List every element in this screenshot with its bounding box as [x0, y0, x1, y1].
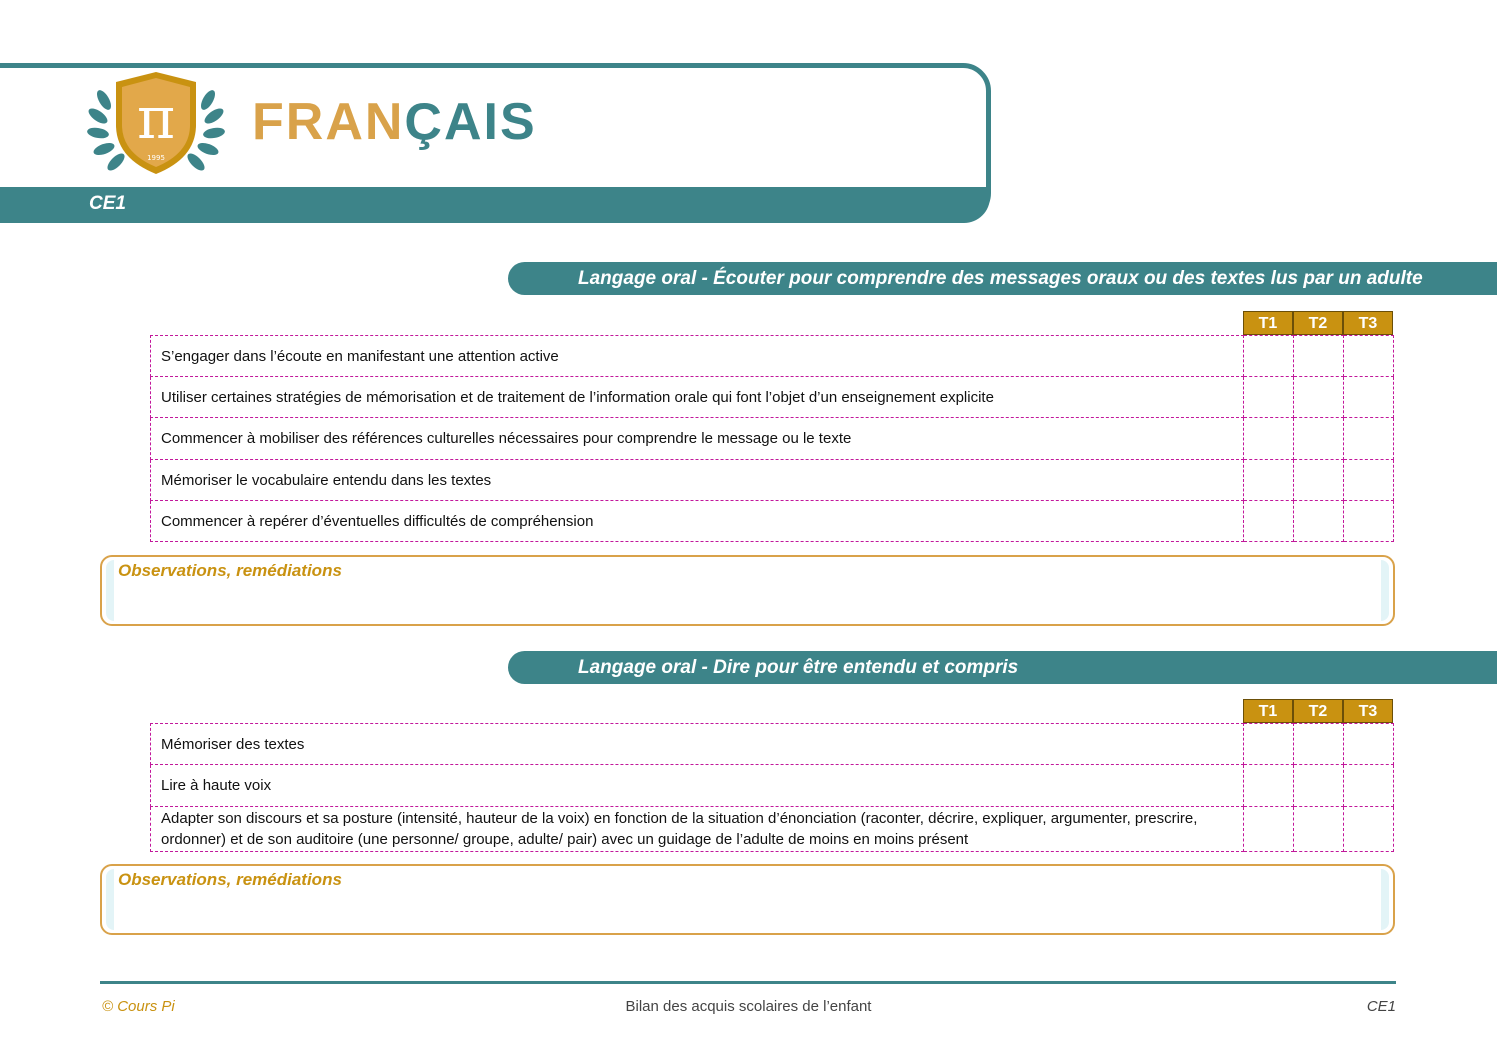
- section-2-term-headers: [1243, 699, 1393, 723]
- skill-label: Adapter son discours et sa posture (intensité, hauteur de la voix) en fonction de la situation d’énonciation (raconter, décrire, expliquer, argumenter, prescrire, ordonner) et de son auditoire (une personne/ groupe, adulte/ pair) avec un guidage de l’adulte de moins en moins présent: [151, 807, 1244, 852]
- observations-box-2[interactable]: [100, 864, 1395, 935]
- section-1-skills-table: [150, 335, 1394, 542]
- checkbox-t3[interactable]: [1344, 418, 1394, 460]
- checkbox-t1[interactable]: [1244, 807, 1294, 852]
- table-row: [151, 418, 1394, 460]
- section-1-term-headers: [1243, 311, 1393, 335]
- term-header-t3: T3: [1343, 699, 1393, 723]
- checkbox-t1[interactable]: [1244, 377, 1294, 418]
- checkbox-t1[interactable]: [1244, 765, 1294, 807]
- checkbox-t2[interactable]: [1294, 460, 1344, 501]
- term-header-t2: T2: [1293, 699, 1343, 723]
- table-row: [151, 460, 1394, 501]
- svg-text:π: π: [136, 84, 176, 152]
- observations-label: Observations, remédiations: [118, 561, 342, 580]
- checkbox-t2[interactable]: [1294, 501, 1344, 542]
- checkbox-t3[interactable]: [1344, 460, 1394, 501]
- footer-title: Bilan des acquis scolaires de l’enfant: [625, 998, 872, 1015]
- skill-label: Commencer à repérer d’éventuelles difficultés de compréhension: [151, 501, 1244, 542]
- skill-label: Commencer à mobiliser des références culturelles nécessaires pour comprendre le message ou le texte: [151, 418, 1244, 460]
- checkbox-t1[interactable]: [1244, 336, 1294, 377]
- checkbox-t3[interactable]: [1344, 724, 1394, 765]
- term-header-t1: T1: [1243, 699, 1293, 723]
- level-label: CE1: [89, 193, 126, 214]
- checkbox-t2[interactable]: [1294, 418, 1344, 460]
- header-band: [0, 187, 990, 223]
- table-row: [151, 336, 1394, 377]
- footer-copyright: © Cours Pi: [102, 998, 175, 1015]
- checkbox-t2[interactable]: [1294, 724, 1344, 765]
- checkbox-t3[interactable]: [1344, 501, 1394, 542]
- footer-divider: [100, 981, 1396, 984]
- checkbox-t1[interactable]: [1244, 460, 1294, 501]
- skill-label: Lire à haute voix: [151, 765, 1244, 807]
- section-1-title: Langage oral - Écouter pour comprendre des messages oraux ou des textes lus par un adulte: [508, 262, 1497, 295]
- table-row: [151, 501, 1394, 542]
- checkbox-t2[interactable]: [1294, 336, 1344, 377]
- checkbox-t3[interactable]: [1344, 336, 1394, 377]
- checkbox-t1[interactable]: [1244, 501, 1294, 542]
- table-row: [151, 807, 1394, 852]
- checkbox-t3[interactable]: [1344, 765, 1394, 807]
- table-row: [151, 377, 1394, 418]
- section-2-skills-table: [150, 723, 1394, 852]
- skill-label: Mémoriser le vocabulaire entendu dans les textes: [151, 460, 1244, 501]
- section-2-title: Langage oral - Dire pour être entendu et compris: [508, 651, 1497, 684]
- checkbox-t3[interactable]: [1344, 807, 1394, 852]
- checkbox-t1[interactable]: [1244, 724, 1294, 765]
- observations-box-1[interactable]: [100, 555, 1395, 626]
- checkbox-t1[interactable]: [1244, 418, 1294, 460]
- footer-level: CE1: [1366, 998, 1396, 1015]
- svg-text:1995: 1995: [147, 154, 165, 162]
- checkbox-t2[interactable]: [1294, 807, 1344, 852]
- checkbox-t2[interactable]: [1294, 377, 1344, 418]
- term-header-t2: T2: [1293, 311, 1343, 335]
- skill-label: S’engager dans l’écoute en manifestant une attention active: [151, 336, 1244, 377]
- cours-pi-logo: [86, 70, 226, 180]
- term-header-t3: T3: [1343, 311, 1393, 335]
- term-header-t1: T1: [1243, 311, 1293, 335]
- table-row: [151, 724, 1394, 765]
- page-title: FRANÇAIS: [252, 93, 537, 151]
- table-row: [151, 765, 1394, 807]
- skill-label: Utiliser certaines stratégies de mémorisation et de traitement de l’information orale qui font l’objet d’un enseignement explicite: [151, 377, 1244, 418]
- checkbox-t3[interactable]: [1344, 377, 1394, 418]
- checkbox-t2[interactable]: [1294, 765, 1344, 807]
- observations-label: Observations, remédiations: [118, 870, 342, 889]
- skill-label: Mémoriser des textes: [151, 724, 1244, 765]
